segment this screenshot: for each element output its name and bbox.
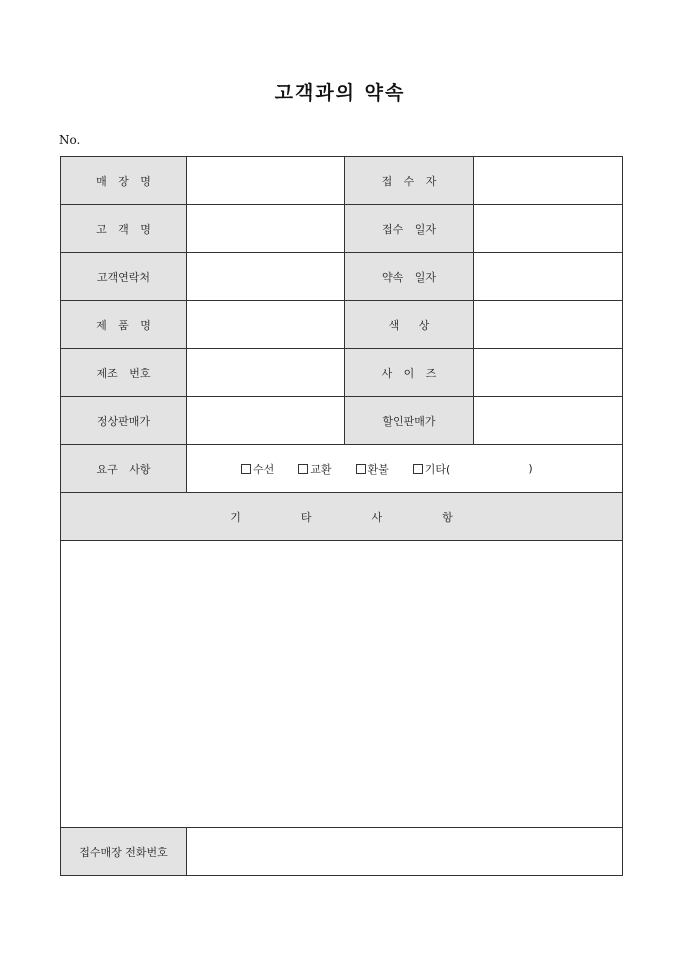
option-other[interactable] [413,461,533,477]
checkbox-icon[interactable] [413,464,423,474]
store-phone-field[interactable] [187,828,623,876]
color-field[interactable] [474,301,623,349]
document-number-label: No. [59,133,81,147]
option-repair-label: 수선 [253,462,275,476]
checkbox-icon[interactable] [356,464,366,474]
promise-date-label: 약속 일자 [345,253,474,301]
customer-name-label: 고 객 명 [61,205,187,253]
color-label: 색 상 [345,301,474,349]
promise-date-field[interactable] [474,253,623,301]
regular-price-field[interactable] [187,397,345,445]
discount-price-label: 할인판매가 [345,397,474,445]
customer-contact-field[interactable] [187,253,345,301]
option-refund-label: 환불 [367,462,389,476]
form-row-contact [61,253,623,301]
other-notes-field[interactable] [61,541,623,828]
option-other-label: 기타( [424,462,451,476]
option-exchange[interactable] [298,461,331,477]
option-other-close: ) [528,462,533,475]
serial-number-field[interactable] [187,349,345,397]
store-name-field[interactable] [187,157,345,205]
regular-price-label: 정상판매가 [61,397,187,445]
receipt-date-label: 접수 일자 [345,205,474,253]
size-field[interactable] [474,349,623,397]
form-row-other-header [61,493,623,541]
option-repair[interactable] [241,461,274,477]
form-row-serial [61,349,623,397]
serial-number-label: 제조 번호 [61,349,187,397]
receiver-label: 접 수 자 [345,157,474,205]
store-phone-label: 접수매장 전화번호 [61,828,187,876]
form-row-price [61,397,623,445]
form-row-request [61,445,623,493]
customer-contact-label: 고객연락처 [61,253,187,301]
product-name-label: 제 품 명 [61,301,187,349]
discount-price-field[interactable] [474,397,623,445]
request-options-cell [187,445,623,493]
request-options [187,461,622,477]
other-notes-char-1: 기 [230,510,241,524]
other-notes-header [61,493,623,541]
form-row-other-body [61,541,623,828]
checkbox-icon[interactable] [241,464,251,474]
size-label: 사 이 즈 [345,349,474,397]
request-label: 요구 사항 [61,445,187,493]
other-notes-char-4: 항 [442,510,453,524]
form-row-store [61,157,623,205]
store-name-label: 매 장 명 [61,157,187,205]
receiver-field[interactable] [474,157,623,205]
form-row-product [61,301,623,349]
option-refund[interactable] [356,461,389,477]
other-notes-char-2: 타 [300,510,312,524]
document-title: 고객과의 약속 [274,82,406,104]
form-row-phone [61,828,623,876]
other-notes-char-3: 사 [371,510,383,524]
receipt-date-field[interactable] [474,205,623,253]
product-name-field[interactable] [187,301,345,349]
option-exchange-label: 교환 [310,462,332,476]
customer-promise-form [60,156,623,876]
customer-name-field[interactable] [187,205,345,253]
form-row-customer [61,205,623,253]
checkbox-icon[interactable] [298,464,308,474]
